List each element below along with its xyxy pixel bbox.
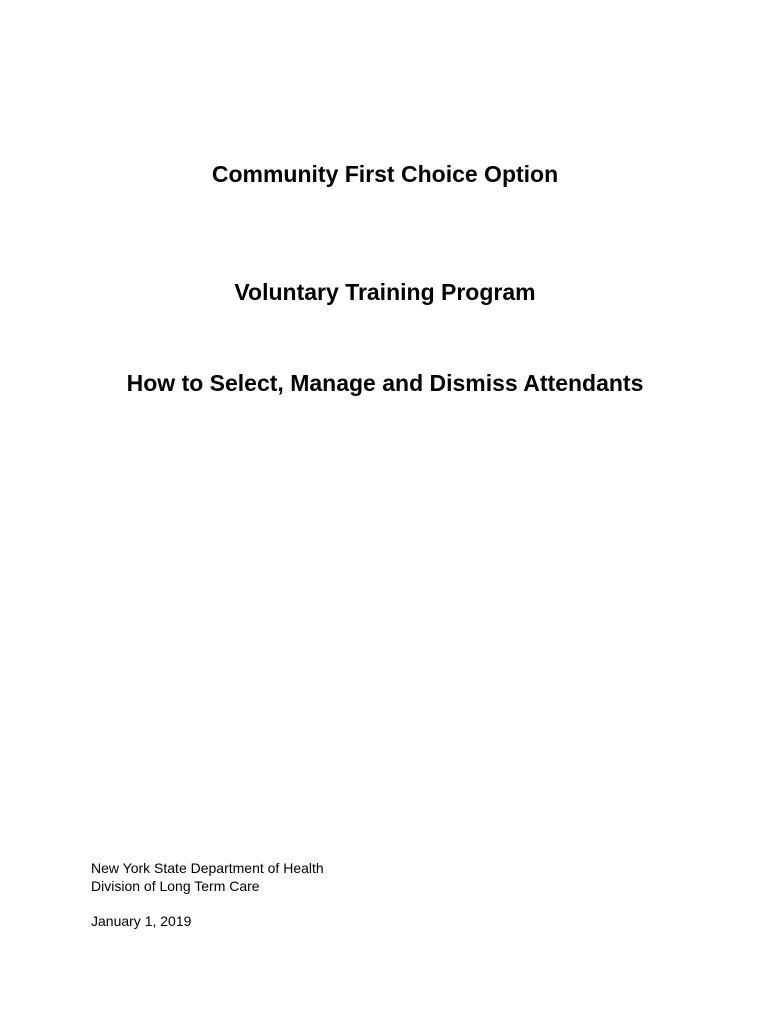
department-name: New York State Department of Health — [91, 860, 324, 876]
document-title: Community First Choice Option — [211, 161, 559, 187]
document-subtitle: Voluntary Training Program — [234, 279, 536, 305]
document-footer — [91, 859, 324, 930]
publication-date: January 1, 2019 — [91, 913, 192, 929]
division-name: Division of Long Term Care — [91, 878, 260, 894]
document-topic: How to Select, Manage and Dismiss Attendants — [126, 370, 644, 396]
